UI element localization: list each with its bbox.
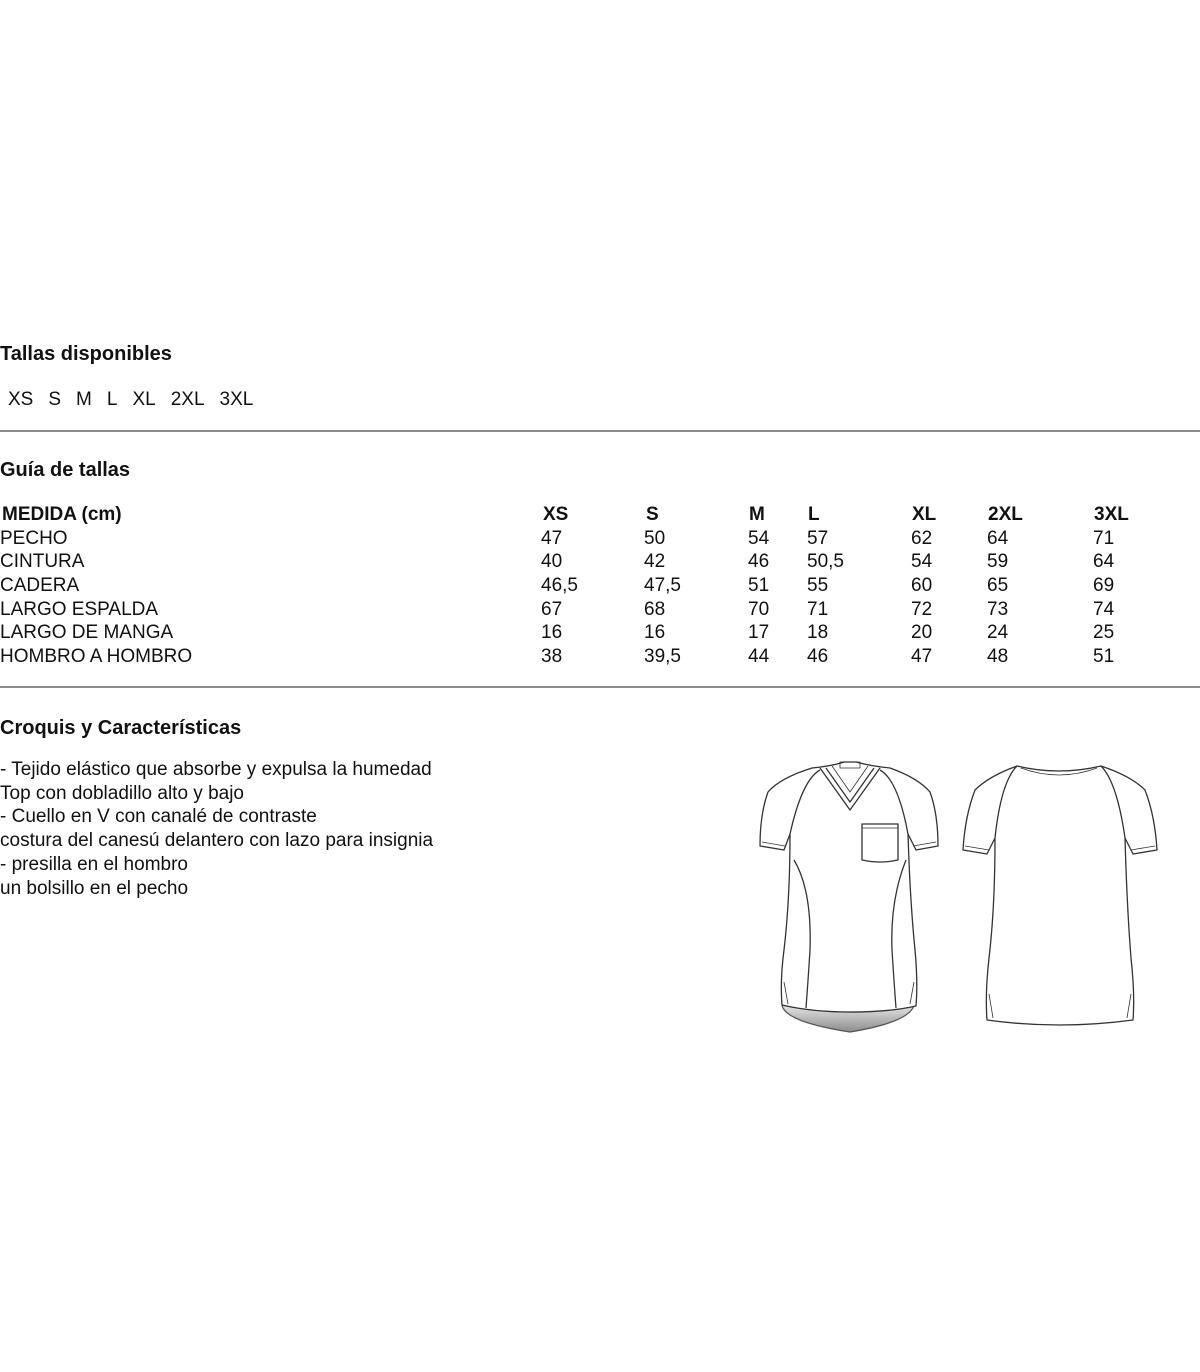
size-header: XL: [912, 504, 937, 525]
table-cell: 25: [1093, 622, 1115, 644]
table-cell: 51: [748, 575, 770, 597]
size-header: 3XL: [1094, 504, 1129, 525]
table-cell: 54: [911, 551, 933, 573]
table-cell: 17: [748, 622, 770, 644]
size-option: L: [106, 389, 118, 410]
table-cell: 48: [987, 646, 1009, 668]
table-cell: 50: [644, 527, 666, 549]
available-sizes-list: [8, 389, 268, 411]
size-option: 2XL: [170, 389, 205, 410]
measure-header: MEDIDA (cm): [2, 504, 122, 525]
table-cell: 60: [911, 575, 933, 597]
vneck-scrub-top-front-icon: [760, 762, 938, 1032]
table-cell: 62: [911, 527, 933, 549]
feature-line: - Tejido elástico que absorbe y expulsa la humedad: [0, 759, 432, 780]
table-cell: 24: [987, 622, 1009, 644]
table-cell: 47,5: [644, 575, 681, 597]
table-cell: 54: [748, 527, 770, 549]
size-option: XL: [132, 389, 156, 410]
table-cell: 18: [807, 622, 829, 644]
table-cell: 64: [987, 527, 1009, 549]
scrub-top-back-icon: [963, 766, 1157, 1025]
size-option: S: [48, 389, 62, 410]
measure-label: LARGO DE MANGA: [0, 622, 174, 644]
table-cell: 42: [644, 551, 666, 573]
table-cell: 71: [807, 598, 829, 620]
available-sizes-title: Tallas disponibles: [0, 343, 172, 365]
table-cell: 50,5: [807, 551, 844, 573]
table-cell: 73: [987, 598, 1009, 620]
table-cell: 47: [541, 527, 563, 549]
table-cell: 70: [748, 598, 770, 620]
size-header: XS: [543, 504, 569, 525]
table-cell: 57: [807, 527, 829, 549]
table-cell: 39,5: [644, 646, 681, 668]
table-cell: 40: [541, 551, 563, 573]
table-cell: 46,5: [541, 575, 578, 597]
feature-line: costura del canesú delantero con lazo para insignia: [0, 830, 434, 852]
size-option: XS: [8, 389, 34, 410]
measure-label: LARGO ESPALDA: [0, 598, 159, 620]
table-cell: 59: [987, 551, 1009, 573]
feature-line: Top con dobladillo alto y bajo: [0, 782, 245, 804]
measure-label: PECHO: [0, 527, 68, 549]
table-cell: 71: [1093, 527, 1115, 549]
measure-label: CINTURA: [0, 551, 85, 573]
size-header: 2XL: [988, 504, 1023, 525]
table-cell: 38: [541, 646, 563, 668]
size-option: 3XL: [219, 389, 254, 410]
table-cell: 69: [1093, 575, 1115, 597]
table-cell: 51: [1093, 646, 1115, 668]
table-cell: 74: [1093, 598, 1115, 620]
section-divider: [0, 686, 1200, 688]
garment-front-sketch: [740, 750, 970, 1040]
size-header: S: [646, 504, 659, 525]
features-title: Croquis y Características: [0, 717, 242, 739]
table-cell: 55: [807, 575, 829, 597]
section-divider: [0, 430, 1200, 432]
size-guide-title: Guía de tallas: [0, 459, 131, 481]
features-list: [0, 758, 433, 900]
measure-label: HOMBRO A HOMBRO: [0, 646, 193, 668]
table-cell: 68: [644, 598, 666, 620]
table-cell: 46: [807, 646, 829, 668]
measure-label: CADERA: [0, 575, 80, 597]
size-option: M: [76, 389, 92, 410]
table-cell: 47: [911, 646, 933, 668]
size-header: L: [808, 504, 820, 525]
table-cell: 65: [987, 575, 1009, 597]
table-cell: 44: [748, 646, 770, 668]
feature-line: - presilla en el hombro: [0, 853, 188, 875]
table-cell: 16: [541, 622, 563, 644]
feature-line: un bolsillo en el pecho: [0, 877, 189, 899]
table-cell: 72: [911, 598, 933, 620]
table-cell: 20: [911, 622, 933, 644]
garment-back-sketch: [955, 758, 1165, 1033]
table-cell: 67: [541, 598, 563, 620]
table-cell: 46: [748, 551, 770, 573]
feature-line: - Cuello en V con canalé de contraste: [0, 806, 317, 828]
table-cell: 64: [1093, 551, 1115, 573]
table-cell: 16: [644, 622, 666, 644]
size-header: M: [749, 504, 765, 525]
